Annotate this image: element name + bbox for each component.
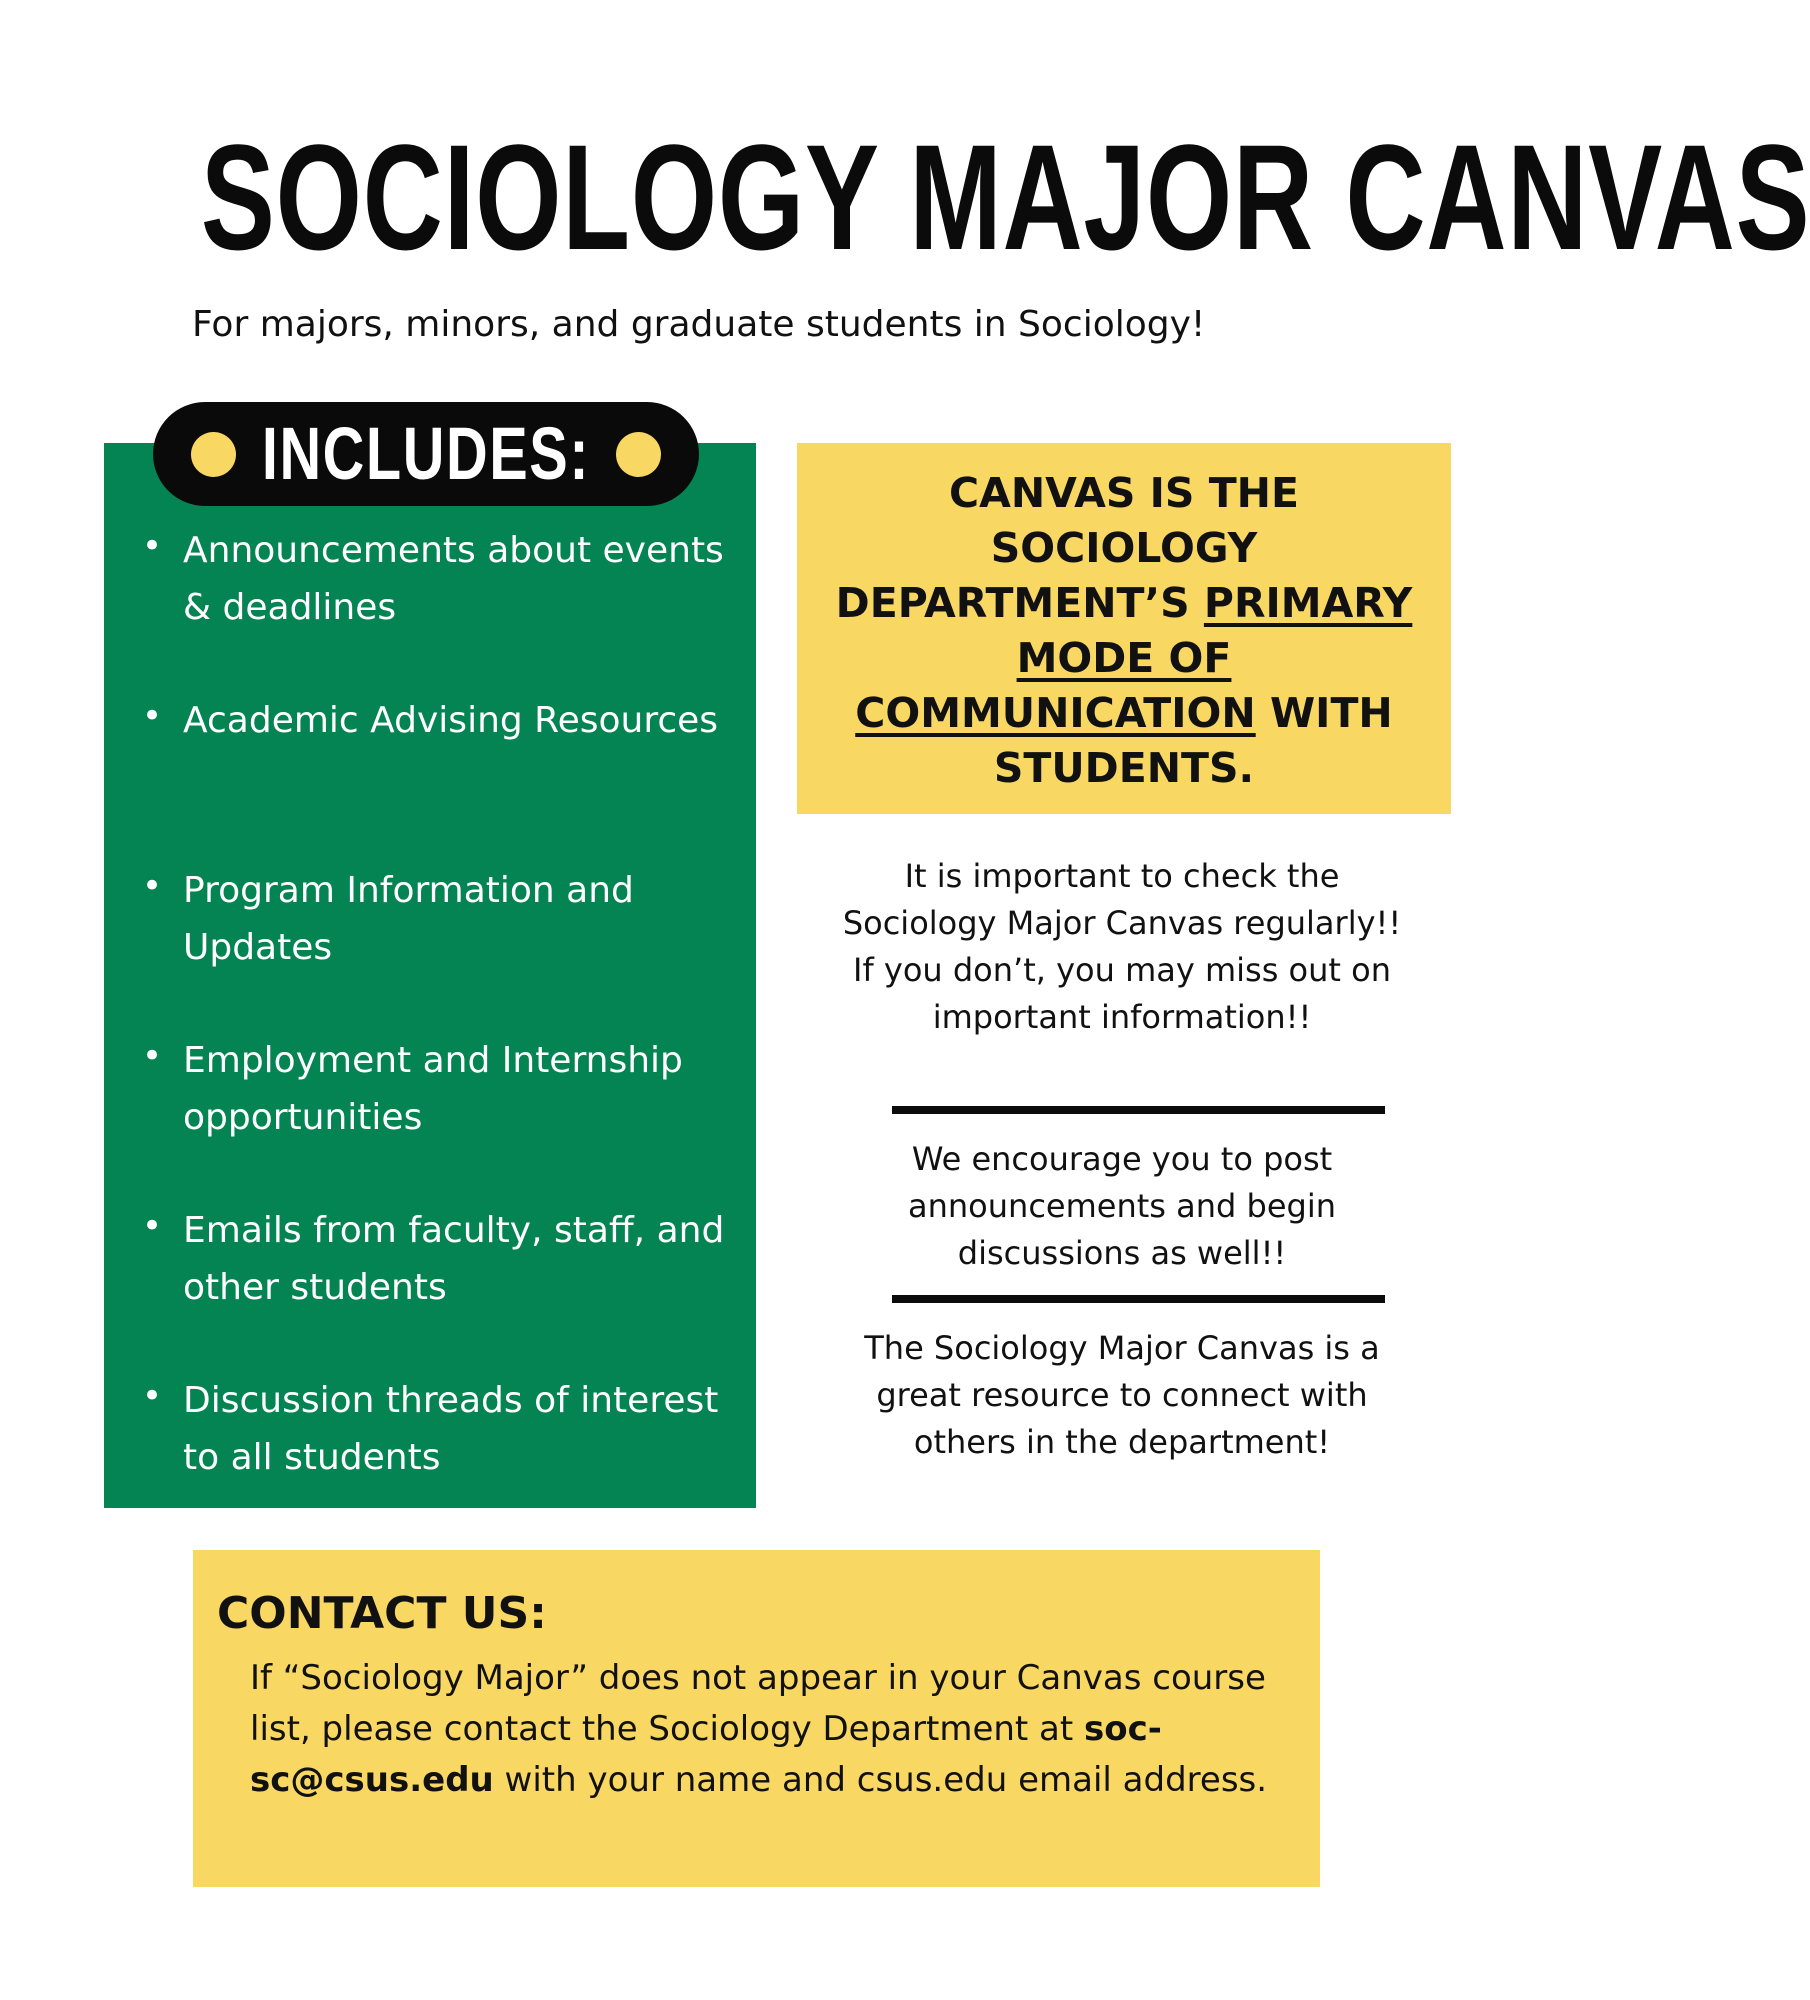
divider (892, 1106, 1385, 1114)
info-resource: The Sociology Major Canvas is a great resource to connect with others in the department! (864, 1329, 1380, 1461)
contact-text (250, 1653, 1310, 1806)
callout-part-1: CANVAS IS THE SOCIOLOGY DEPARTMENT’S (835, 469, 1299, 627)
list-item (140, 858, 740, 1028)
bullet-icon: • (142, 1036, 163, 1076)
list-item-text: Program Information and Updates (183, 870, 634, 968)
list-item (140, 1198, 740, 1368)
info-check-regularly: It is important to check the Sociology Major Canvas regularly!! If you don’t, you may miss out on important information!! (842, 857, 1402, 1036)
bullet-icon: • (142, 866, 163, 906)
list-item (140, 518, 740, 688)
callout-part-2: WITH STUDENTS. (993, 689, 1393, 792)
contact-email: soc-sc@csus.edu (250, 1709, 1162, 1800)
page-title: SOCIOLOGY MAJOR CANVAS (200, 113, 1810, 281)
divider (892, 1295, 1385, 1303)
page-subtitle: For majors, minors, and graduate students in Sociology! (192, 304, 1206, 345)
list-item (140, 688, 740, 858)
includes-header (153, 402, 699, 506)
list-item-text: Academic Advising Resources (183, 700, 719, 741)
list-item-text: Emails from faculty, staff, and other students (183, 1210, 725, 1308)
includes-label: INCLUDES: (261, 412, 591, 495)
list-item (140, 1028, 740, 1198)
contact-text-before: If “Sociology Major” does not appear in your Canvas course list, please contact the Sociology Department at (250, 1658, 1266, 1749)
bullet-icon: • (142, 1376, 163, 1416)
bullet-icon: • (142, 696, 163, 736)
list-item (140, 1368, 740, 1538)
includes-list (140, 518, 740, 1538)
list-item-text: Discussion threads of interest to all students (183, 1380, 719, 1478)
bullet-icon: • (142, 526, 163, 566)
info-encourage: We encourage you to post announcements and begin discussions as well!! (908, 1140, 1336, 1272)
contact-heading: CONTACT US: (217, 1588, 547, 1639)
callout-emphasis: PRIMARY MODE OF COMMUNICATION (855, 579, 1413, 737)
callout-text (810, 466, 1438, 796)
list-item-text: Announcements about events & deadlines (183, 530, 724, 628)
contact-text-after: with your name and csus.edu email address. (493, 1760, 1268, 1800)
bullet-icon: • (142, 1206, 163, 1246)
list-item-text: Employment and Internship opportunities (183, 1040, 683, 1138)
yellow-dot-icon (616, 432, 661, 477)
